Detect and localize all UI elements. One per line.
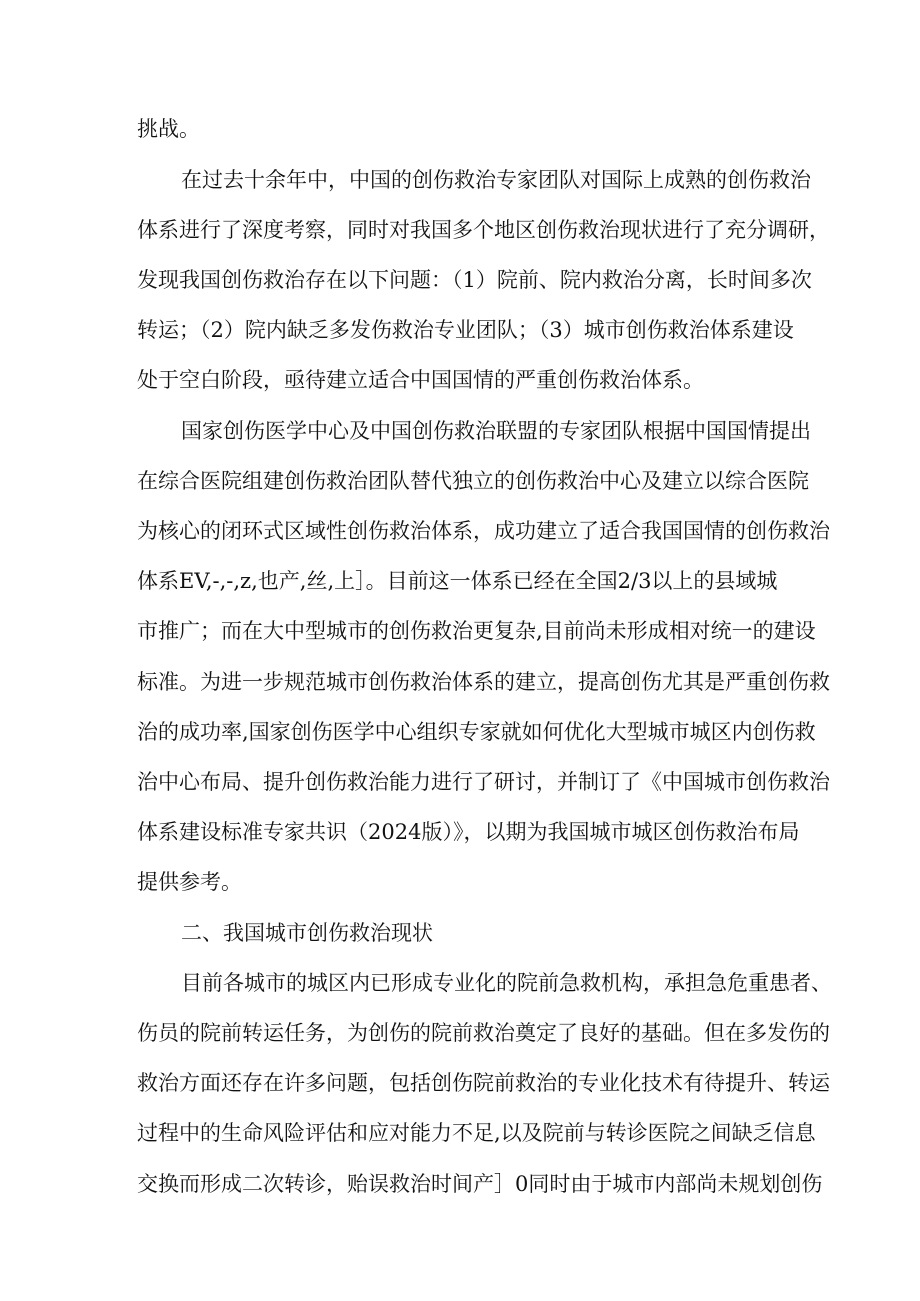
text-line: 交换而形成二次转诊，贻误救治时间产］0同时由于城市内部尚未规划创伤 — [137, 1172, 823, 1196]
text-line: 为核心的闭环式区域性创伤救治体系，成功建立了适合我国国情的创伤救治 — [137, 519, 830, 543]
text-line: 市推广；而在大中型城市的创伤救治更复杂,目前尚未形成相对统一的建设 — [137, 619, 816, 643]
text-line: 处于空白阶段，亟待建立适合中国国情的严重创伤救治体系。 — [137, 368, 704, 392]
text-line: 在综合医院组建创伤救治团队替代独立的创伤救治中心及建立以综合医院 — [137, 469, 809, 493]
section-heading: 二、我国城市创伤救治现状 — [181, 921, 433, 945]
paragraph-first-line: 目前各城市的城区内已形成专业化的院前急救机构，承担急危重患者、 — [181, 971, 832, 995]
text-line: 挑战。 — [137, 117, 200, 141]
text-line: 伤员的院前转运任务，为创伤的院前救治奠定了良好的基础。但在多发伤的 — [137, 1021, 830, 1045]
text-line: 提供参考。 — [137, 870, 242, 894]
text-line: 发现我国创伤救治存在以下问题：（1）院前、院内救治分离，长时间多次 — [137, 268, 812, 292]
text-line: 治的成功率,国家创伤医学中心组织专家就如何优化大型城市城区内创伤救 — [137, 720, 816, 744]
text-line: 治中心布局、提升创伤救治能力进行了研讨，并制订了《中国城市创伤救治 — [137, 770, 830, 794]
text-line: 体系进行了深度考察，同时对我国多个地区创伤救治现状进行了充分调研， — [137, 218, 830, 242]
text-line: 过程中的生命风险评估和应对能力不足,以及院前与转诊医院之间缺乏信息 — [137, 1121, 816, 1145]
paragraph-first-line: 国家创伤医学中心及中国创伤救治联盟的专家团队根据中国国情提出 — [181, 419, 811, 443]
text-line: 体系建设标准专家共识（2024版）》，以期为我国城市城区创伤救治布局 — [137, 820, 800, 844]
text-line: 救治方面还存在许多问题，包括创伤院前救治的专业化技术有待提升、转运 — [137, 1071, 830, 1095]
text-line: 标准。为进一步规范城市创伤救治体系的建立，提高创伤尤其是严重创伤救 — [137, 670, 830, 694]
text-line: 体系EV,-,-,z,也产,丝,上］。目前这一体系已经在全国2/3以上的县域城 — [137, 569, 778, 593]
text-line: 转运；（2）院内缺乏多发伤救治专业团队；（3）城市创伤救治体系建设 — [137, 318, 794, 342]
paragraph-first-line: 在过去十余年中，中国的创伤救治专家团队对国际上成熟的创伤救治 — [181, 168, 811, 192]
